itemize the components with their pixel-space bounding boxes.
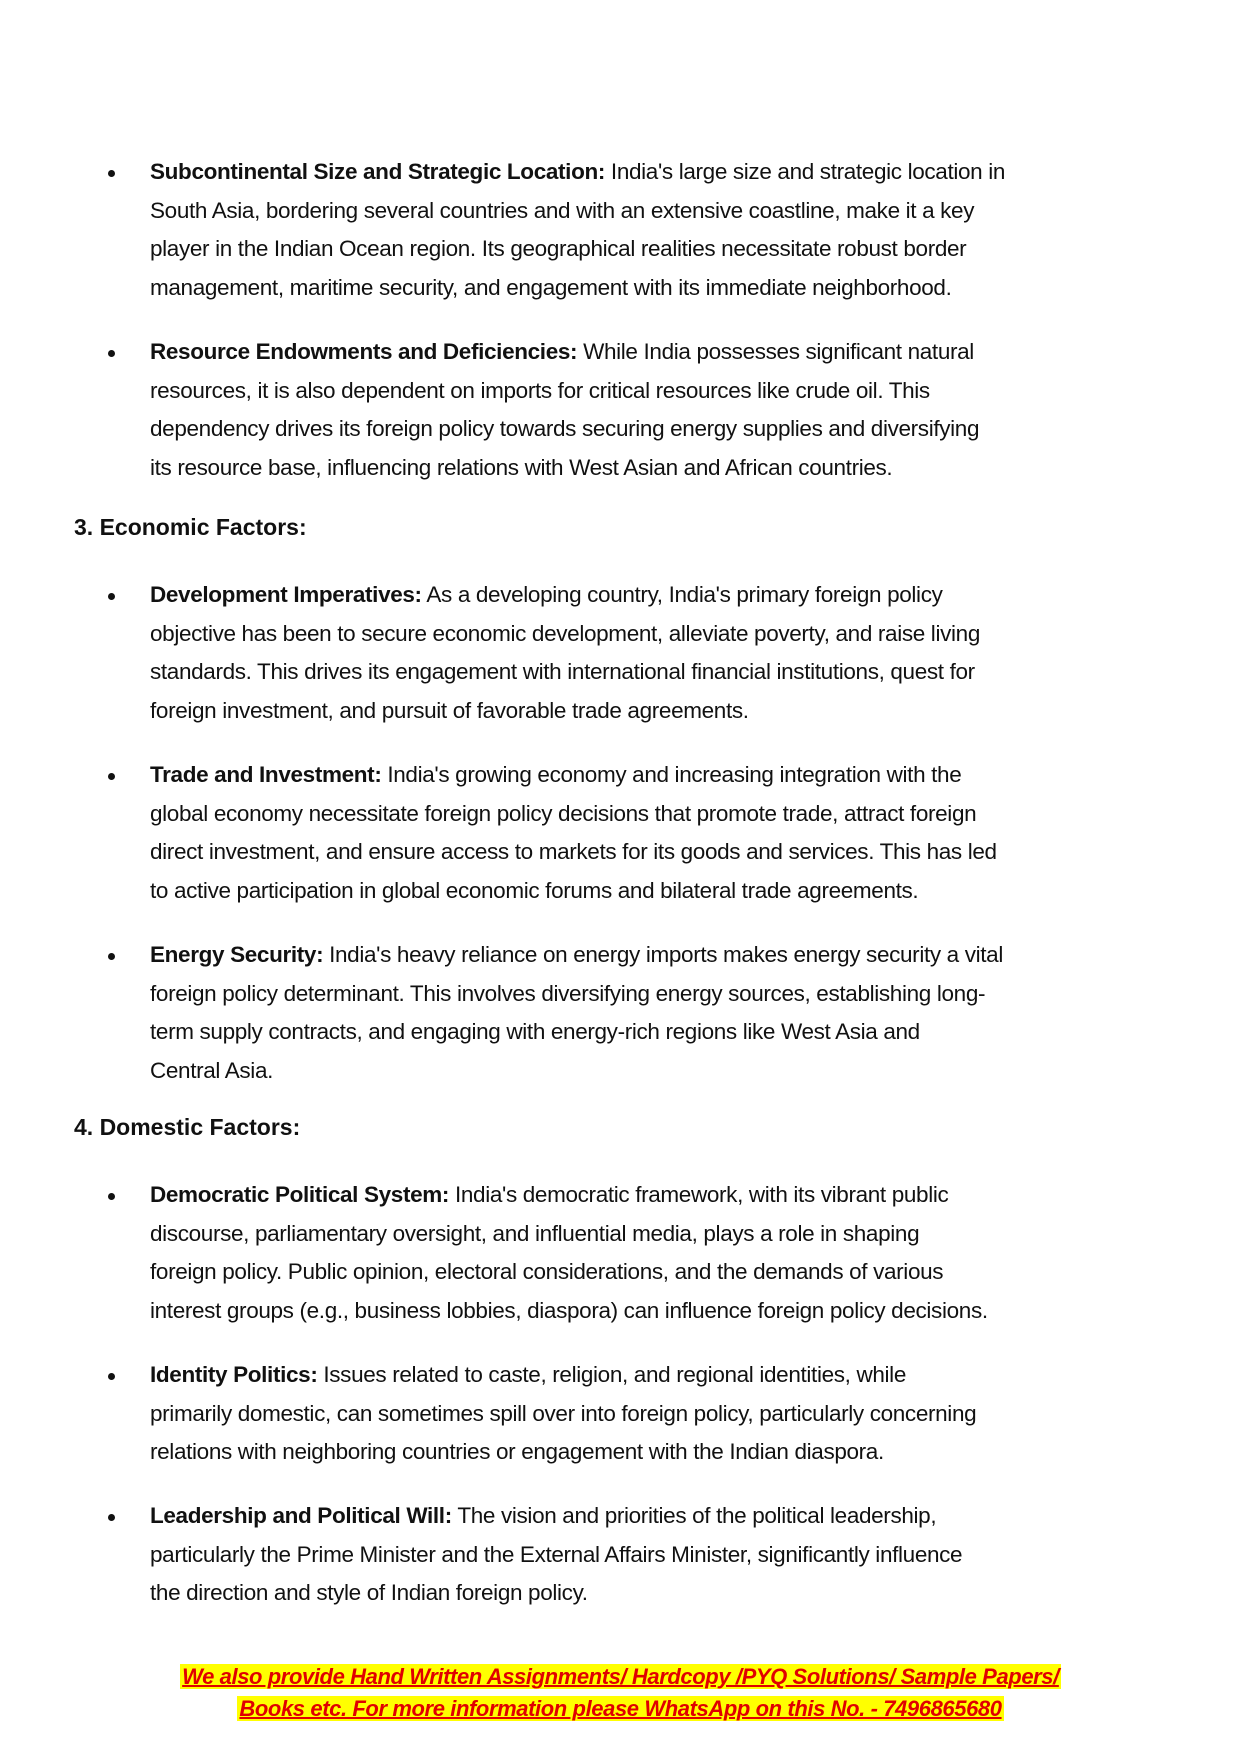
item-line: While India possesses significant natural: [577, 339, 974, 364]
bullet-icon: [108, 1373, 118, 1383]
item-line: foreign investment, and pursuit of favorable trade agreements.: [150, 697, 749, 723]
item-line: term supply contracts, and engaging with energy-rich regions like West Asia and: [150, 1019, 920, 1045]
item-text: [150, 576, 1190, 730]
bullet-icon: [108, 350, 118, 360]
item-text: [150, 756, 1190, 910]
item-line: India's heavy reliance on energy imports makes energy security a vital: [323, 942, 1003, 967]
item-line: standards. This drives its engagement with international financial institutions, quest for: [150, 659, 975, 685]
item-term: Identity Politics:: [150, 1362, 318, 1387]
item-line: foreign policy. Public opinion, electoral considerations, and the demands of various: [150, 1259, 944, 1285]
item-line: resources, it is also dependent on imports for critical resources like crude oil. This: [150, 377, 930, 403]
item-line: The vision and priorities of the political leadership,: [451, 1503, 937, 1528]
item-line: the direction and style of Indian foreign policy.: [150, 1580, 588, 1606]
item-term: Resource Endowments and Deficiencies:: [150, 339, 578, 364]
item-line: India's large size and strategic location in: [605, 159, 1006, 184]
item-text: [150, 1176, 1190, 1330]
item-line: direct investment, and ensure access to markets for its goods and services. This has led: [150, 839, 997, 865]
section-heading: 3. Economic Factors:: [74, 514, 307, 540]
item-text: [150, 1497, 1190, 1613]
item-line: its resource base, influencing relations with West Asian and African countries.: [150, 454, 893, 480]
item-text: [150, 1356, 1190, 1472]
bullet-icon: [108, 1514, 118, 1524]
item-line: primarily domestic, can sometimes spill over into foreign policy, particularly concerning: [150, 1400, 977, 1426]
bullet-icon: [108, 170, 118, 180]
item-line: Central Asia.: [150, 1057, 274, 1083]
item-text: [150, 153, 1190, 307]
bullet-icon: [108, 773, 118, 783]
item-line: to active participation in global economic forums and bilateral trade agreements.: [150, 877, 919, 903]
section-heading: 4. Domestic Factors:: [74, 1114, 301, 1140]
item-line: India's democratic framework, with its vibrant public: [449, 1182, 949, 1207]
item-term: Leadership and Political Will:: [150, 1503, 452, 1528]
item-term: Trade and Investment:: [150, 762, 382, 787]
item-text: [150, 333, 1190, 487]
item-term: Energy Security:: [150, 942, 324, 967]
item-term: Democratic Political System:: [150, 1182, 450, 1207]
item-line: relations with neighboring countries or engagement with the Indian diaspora.: [150, 1439, 884, 1465]
item-line: foreign policy determinant. This involves diversifying energy sources, establishing long-: [150, 980, 986, 1006]
promo-footer: [0, 1661, 1241, 1725]
item-line: particularly the Prime Minister and the External Affairs Minister, significantly influence: [150, 1541, 963, 1567]
item-text: [150, 936, 1190, 1090]
item-line: interest groups (e.g., business lobbies, diaspora) can influence foreign policy decisions.: [150, 1297, 988, 1323]
promo-line-2: Books etc. For more information please WhatsApp on this No. - 7496865680: [239, 1696, 1002, 1721]
item-term: Subcontinental Size and Strategic Location:: [150, 159, 606, 184]
item-line: objective has been to secure economic development, alleviate poverty, and raise living: [150, 620, 980, 646]
item-term: Development Imperatives:: [150, 582, 422, 607]
item-line: dependency drives its foreign policy towards securing energy supplies and diversifying: [150, 416, 980, 442]
bullet-icon: [108, 1193, 118, 1203]
item-line: global economy necessitate foreign policy decisions that promote trade, attract foreign: [150, 800, 977, 826]
item-line: South Asia, bordering several countries and with an extensive coastline, make it a key: [150, 197, 975, 223]
item-line: As a developing country, India's primary foreign policy: [421, 582, 943, 607]
item-line: player in the Indian Ocean region. Its geographical realities necessitate robust border: [150, 236, 967, 262]
item-line: discourse, parliamentary oversight, and influential media, plays a role in shaping: [150, 1220, 920, 1246]
item-line: Issues related to caste, religion, and regional identities, while: [317, 1362, 906, 1387]
bullet-icon: [108, 593, 118, 603]
promo-line-1: We also provide Hand Written Assignments/ Hardcopy /PYQ Solutions/ Sample Papers/: [182, 1664, 1059, 1689]
bullet-icon: [108, 953, 118, 963]
item-line: India's growing economy and increasing integration with the: [381, 762, 962, 787]
item-line: management, maritime security, and engagement with its immediate neighborhood.: [150, 274, 952, 300]
